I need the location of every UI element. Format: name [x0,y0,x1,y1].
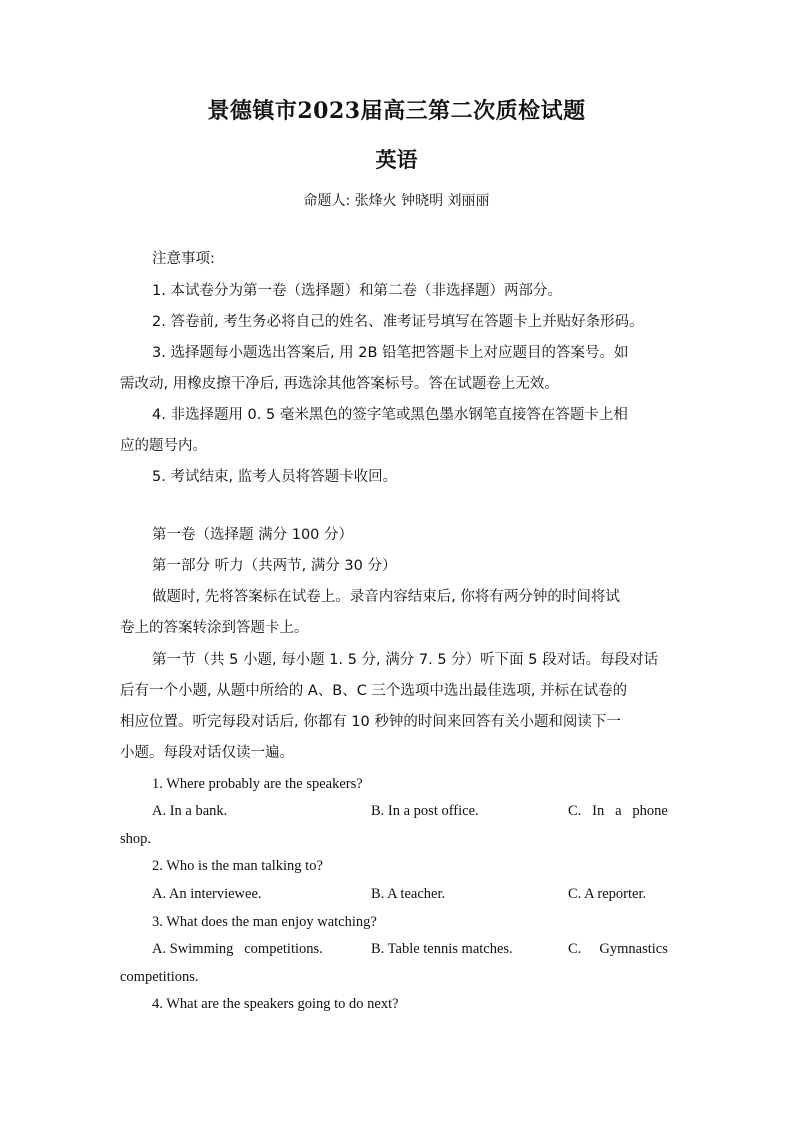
section-instruction-line: 相应位置。听完每段对话后, 你都有 10 秒钟的时间来回答有关小题和阅读下一 [120,714,621,730]
option-c: C. In a phone [568,803,668,819]
section-instruction-line: 第一节（共 5 小题, 每小题 1. 5 分, 满分 7. 5 分）听下面 5 段对话。每段对话 [152,652,659,668]
option-c: C. A reporter. [568,886,647,902]
notice-item: 1. 本试卷分为第一卷（选择题）和第二卷（非选择题）两部分。 [152,283,562,299]
subject-title: 英语 [375,147,418,172]
option-b: B. A teacher. [371,886,446,902]
section-instruction-line: 后有一个小题, 从题中所给的 A、B、C 三个选项中选出最佳选项, 并标在试卷的 [120,683,628,699]
question-stem: 2. Who is the man talking to? [152,858,323,874]
option-a: A. Swimming competitions. [152,941,323,957]
notice-item: 4. 非选择题用 0. 5 毫米黑色的签字笔或黑色墨水钢笔直接答在答题卡上相 [152,407,628,423]
exam-title: 景德镇市2023届高三第二次质检试题 [207,98,586,124]
option-a: A. In a bank. [152,803,228,819]
instruction-line: 做题时, 先将答案标在试卷上。录音内容结束后, 你将有两分钟的时间将试 [152,589,620,605]
notice-item: 3. 选择题每小题选出答案后, 用 2B 铅笔把答题卡上对应题目的答案号。如 [152,345,629,361]
authors-line: 命题人: 张烽火 钟晓明 刘丽丽 [303,193,490,209]
instruction-line: 卷上的答案转涂到答题卡上。 [120,620,309,636]
part-heading: 第一部分 听力（共两节, 满分 30 分） [152,558,397,574]
volume-heading: 第一卷（选择题 满分 100 分） [152,527,354,543]
notice-heading: 注意事项: [152,251,215,267]
option-c: C. Gymnastics [568,941,668,957]
option-b: B. In a post office. [371,803,479,819]
question-stem: 1. Where probably are the speakers? [152,776,363,792]
option-a: A. An interviewee. [152,886,262,902]
notice-item-continued: 需改动, 用橡皮擦干净后, 再选涂其他答案标号。答在试题卷上无效。 [120,376,559,392]
option-c-wrap: competitions. [120,969,199,985]
notice-item: 5. 考试结束, 监考人员将答题卡收回。 [152,469,398,485]
section-instruction-line: 小题。每段对话仅读一遍。 [120,745,294,761]
option-b: B. Table tennis matches. [371,941,513,957]
question-stem: 4. What are the speakers going to do next? [152,996,399,1012]
option-c-wrap: shop. [120,831,152,847]
question-stem: 3. What does the man enjoy watching? [152,914,377,930]
notice-item-continued: 应的题号内。 [120,438,207,454]
notice-item: 2. 答卷前, 考生务必将自己的姓名、准考证号填写在答题卡上并贴好条形码。 [152,314,644,330]
